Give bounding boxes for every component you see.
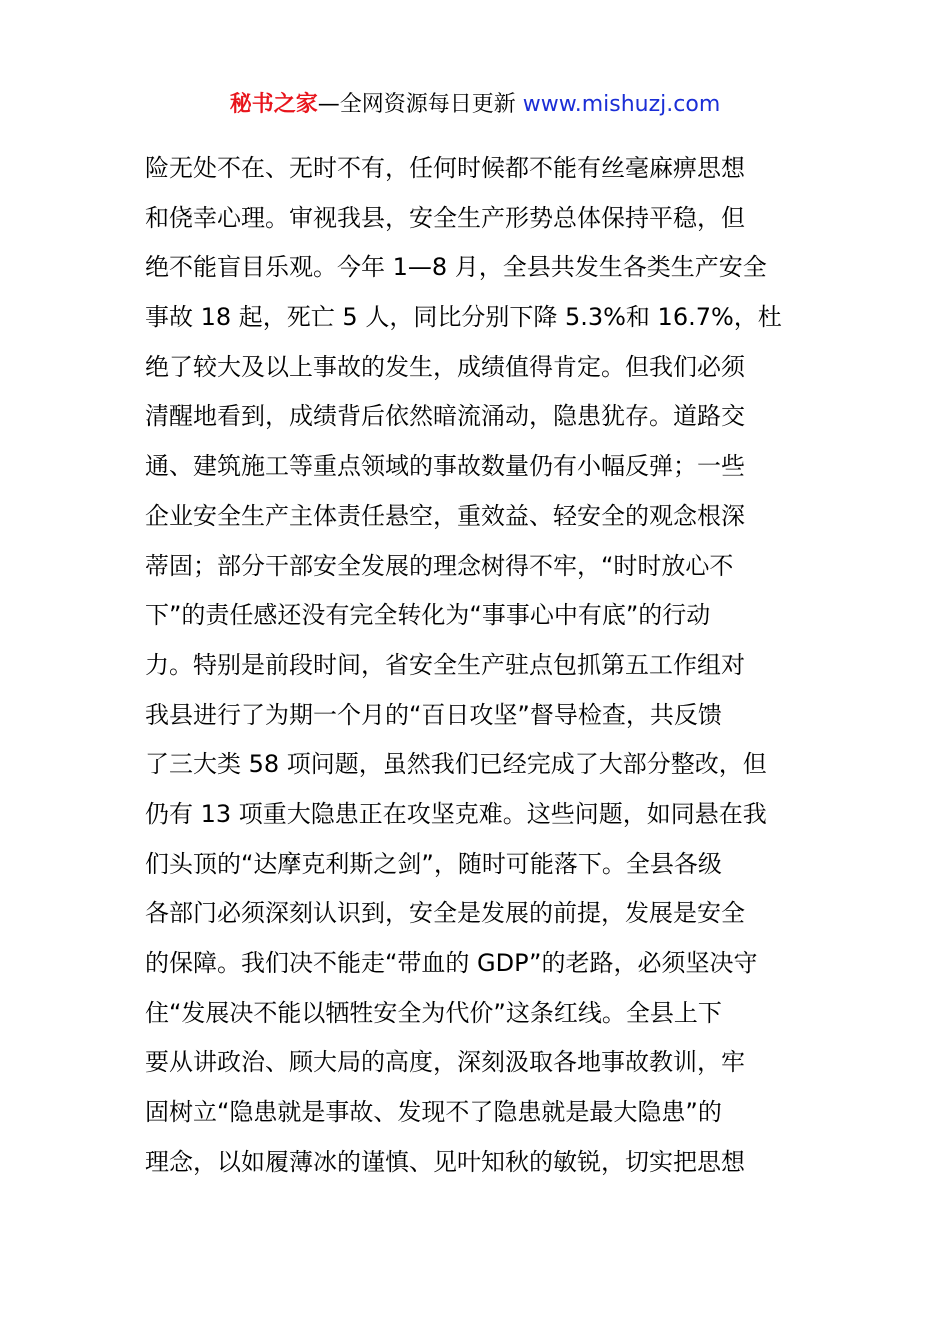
- text-line: 下”的责任感还没有完全转化为“事事心中有底”的行动: [145, 601, 711, 630]
- text-line: 清醒地看到，成绩背后依然暗流涌动，隐患犹存。道路交: [145, 402, 745, 431]
- text-line: 们头顶的“达摩克利斯之剑”，随时可能落下。全县各级: [145, 849, 722, 878]
- text-line: 通、建筑施工等重点领域的事故数量仍有小幅反弹；一些: [145, 452, 745, 481]
- text-line: 力。特别是前段时间，省安全生产驻点包抓第五工作组对: [145, 650, 745, 679]
- text-line: 绝不能盲目乐观。今年 1—8 月，全县共发生各类生产安全: [145, 253, 767, 282]
- site-header: [0, 88, 950, 122]
- text-line: 和侥幸心理。审视我县，安全生产形势总体保持平稳，但: [145, 203, 745, 232]
- text-line: 各部门必须深刻认识到，安全是发展的前提，发展是安全: [145, 899, 745, 928]
- site-tagline: —全网资源每日更新: [317, 92, 523, 117]
- text-line: 仍有 13 项重大隐患正在攻坚克难。这些问题，如同悬在我: [145, 799, 767, 828]
- site-brand: 秘书之家: [229, 92, 318, 117]
- text-line: 蒂固；部分干部安全发展的理念树得不牢，“时时放心不: [145, 551, 734, 580]
- text-line: 企业安全生产主体责任悬空，重效益、轻安全的观念根深: [145, 501, 745, 530]
- text-line: 险无处不在、无时不有，任何时候都不能有丝毫麻痹思想: [145, 154, 745, 182]
- text-line: 我县进行了为期一个月的“百日攻坚”督导检查，共反馈: [145, 700, 722, 729]
- document-body: [145, 144, 815, 1187]
- text-line: 事故 18 起，死亡 5 人，同比分别下降 5.3%和 16.7%，杜: [145, 303, 782, 332]
- text-line: 理念，以如履薄冰的谨慎、见叶知秋的敏锐，切实把思想: [145, 1147, 745, 1176]
- text-line: 绝了较大及以上事故的发生，成绩值得肯定。但我们必须: [145, 352, 745, 381]
- site-url-link[interactable]: www.mishuzj.com: [522, 92, 721, 117]
- text-line: 要从讲政治、顾大局的高度，深刻汲取各地事故教训，牢: [145, 1048, 745, 1077]
- text-line: 的保障。我们决不能走“带血的 GDP”的老路，必须坚决守: [145, 949, 758, 977]
- text-line: 住“发展决不能以牺牲安全为代价”这条红线。全县上下: [145, 998, 722, 1027]
- text-line: 了三大类 58 项问题，虽然我们已经完成了大部分整改，但: [145, 750, 767, 779]
- text-line: 固树立“隐患就是事故、发现不了隐患就是最大隐患”的: [145, 1098, 722, 1127]
